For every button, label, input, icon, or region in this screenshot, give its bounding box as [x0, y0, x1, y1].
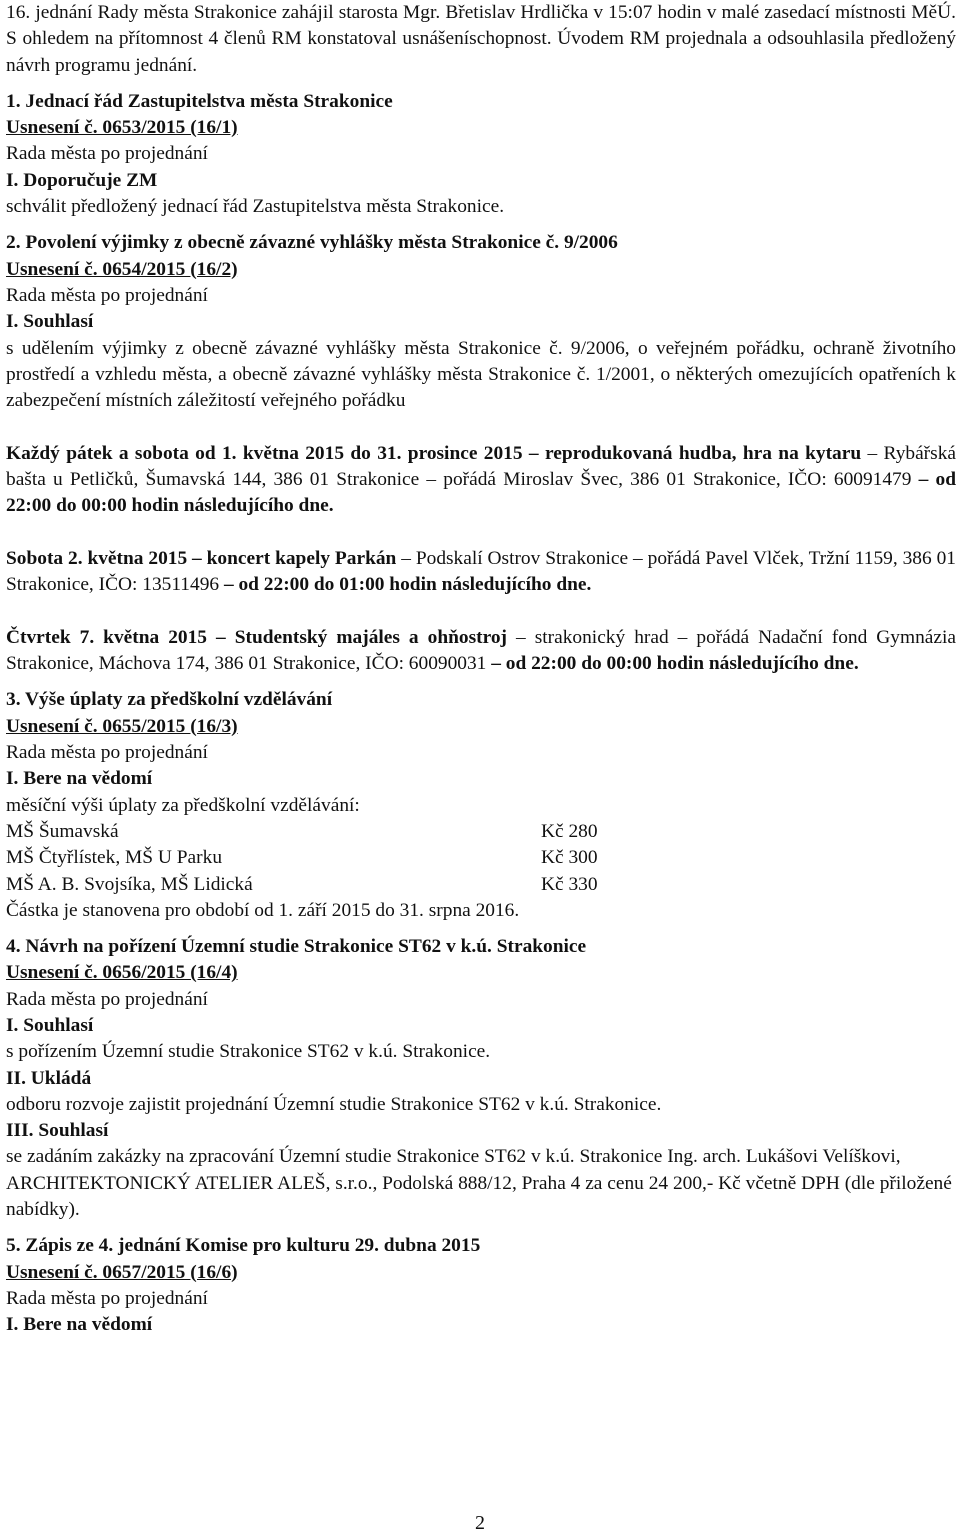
- event-time: – od 22:00 do 00:00 hodin následujícího dne.: [6, 469, 956, 517]
- item-heading: 2. Povolení výjimky z obecně závazné vyhlášky města Strakonice č. 9/2006: [6, 232, 618, 254]
- point-text: schválit předložený jednací řád Zastupitelstva města Strakonice.: [6, 196, 505, 218]
- council-line: Rada města po projednání: [6, 1287, 208, 1309]
- point-title: I. Bere na vědomí: [6, 768, 153, 790]
- resolution-number: Usnesení č. 0654/2015 (16/2): [6, 258, 238, 280]
- event-paragraph: [6, 441, 956, 520]
- event-date: Každý pátek a sobota od 1. května 2015 do 31. prosince 2015 – reprodukovaná hudba, hra na kytaru: [6, 442, 862, 464]
- event-time: – od 22:00 do 01:00 hodin následujícího dne.: [223, 574, 592, 596]
- fee-amount: Kč 300: [541, 847, 598, 869]
- event-place: – strakonický hrad – pořádá Nadační fond Gymnázia Strakonice, Máchova 174, 386 01 Strakonice, IČO: 60090031: [6, 626, 956, 675]
- fee-period: Částka je stanovena pro období od 1. září 2015 do 31. srpna 2016.: [6, 899, 520, 921]
- fee-table: [6, 819, 956, 898]
- item-heading: 5. Zápis ze 4. jednání Komise pro kulturu 29. dubna 2015: [6, 1235, 481, 1257]
- school-name: MŠ A. B. Svojsíka, MŠ Lidická: [6, 873, 253, 895]
- event-place: – Rybářská bašta u Petličků, Šumavská 144, 386 01 Strakonice – pořádá Miroslav Švec, 386 01 Strakonice, IČO: 60091479: [6, 442, 956, 491]
- intro-paragraph: 16. jednání Rady města Strakonice zahájil starosta Mgr. Břetislav Hrdlička v 15:07 hodin v malé zasedací místnosti MěÚ. S ohledem na přítomnost 4 členů RM konstatoval usnášeníschopnost. Úvodem RM projednala a odsouhlasila předložený návrh programu jednání.: [6, 2, 956, 76]
- point-title: I. Doporučuje ZM: [6, 169, 158, 191]
- item-heading: 1. Jednací řád Zastupitelstva města Strakonice: [6, 90, 393, 112]
- point-title: I. Souhlasí: [6, 311, 94, 333]
- agenda-item-2: [6, 230, 956, 677]
- resolution-number: Usnesení č. 0656/2015 (16/4): [6, 962, 238, 984]
- agenda-item-1: [6, 89, 956, 220]
- event-date: Sobota 2. května 2015 – koncert kapely Parkán: [6, 547, 397, 569]
- event-date: Čtvrtek 7. května 2015 – Studentský majáles a ohňostroj: [6, 626, 508, 648]
- agenda-item-3: [6, 687, 956, 924]
- fee-row: [6, 845, 616, 871]
- point-title: I. Bere na vědomí: [6, 1314, 153, 1336]
- event-place: – Podskalí Ostrov Strakonice – pořádá Pavel Vlček, Tržní 1159, 386 01 Strakonice, IČO: 13511496: [6, 547, 956, 596]
- resolution-number: Usnesení č. 0653/2015 (16/1): [6, 117, 238, 139]
- event-time: – od 22:00 do 00:00 hodin následujícího dne.: [491, 653, 859, 675]
- council-line: Rada města po projednání: [6, 988, 208, 1010]
- point-text: s pořízením Územní studie Strakonice ST62 v k.ú. Strakonice.: [6, 1041, 491, 1063]
- document-page: [6, 0, 956, 1339]
- fee-amount: Kč 330: [541, 873, 598, 895]
- point-title: II. Ukládá: [6, 1067, 92, 1089]
- school-name: MŠ Čtyřlístek, MŠ U Parku: [6, 847, 223, 869]
- resolution-number: Usnesení č. 0655/2015 (16/3): [6, 715, 238, 737]
- council-line: Rada města po projednání: [6, 284, 208, 306]
- resolution-number: Usnesení č. 0657/2015 (16/6): [6, 1261, 238, 1283]
- page-number: 2: [475, 1512, 485, 1534]
- school-name: MŠ Šumavská: [6, 820, 119, 842]
- council-line: Rada města po projednání: [6, 742, 208, 764]
- council-line: Rada města po projednání: [6, 143, 208, 165]
- event-paragraph: [6, 625, 956, 678]
- fee-row: [6, 819, 616, 845]
- item-heading: 3. Výše úplaty za předškolní vzdělávání: [6, 689, 333, 711]
- point-text: s udělením výjimky z obecně závazné vyhlášky města Strakonice č. 9/2006, o veřejném pořádku, ochraně životního prostředí a vzhledu města, a obecně závazné vyhlášky města Strakonice č. 1/2001, o některých omezujících opatřeních k zabezpečení místních záležitostí veřejného pořádku: [6, 337, 956, 412]
- item-heading: 4. Návrh na pořízení Územní studie Strakonice ST62 v k.ú. Strakonice: [6, 936, 587, 958]
- point-title: III. Souhlasí: [6, 1120, 109, 1142]
- fee-row: [6, 872, 616, 898]
- point-text: odboru rozvoje zajistit projednání Územní studie Strakonice ST62 v k.ú. Strakonice.: [6, 1093, 662, 1115]
- point-title: I. Souhlasí: [6, 1014, 94, 1036]
- agenda-item-5: [6, 1233, 956, 1338]
- point-text: měsíční výši úplaty za předškolní vzdělávání:: [6, 794, 360, 816]
- agenda-item-4: [6, 934, 956, 1223]
- event-paragraph: [6, 546, 956, 599]
- fee-amount: Kč 280: [541, 820, 598, 842]
- point-text: se zadáním zakázky na zpracování Územní studie Strakonice ST62 v k.ú. Strakonice Ing. arch. Lukášovi Velíškovi, ARCHITEKTONICKÝ ATELIER ALEŠ, s.r.o., Podolská 888/12, Praha 4 za cenu 24 200,- Kč včetně DPH (dle přiložené nabídky).: [6, 1146, 952, 1221]
